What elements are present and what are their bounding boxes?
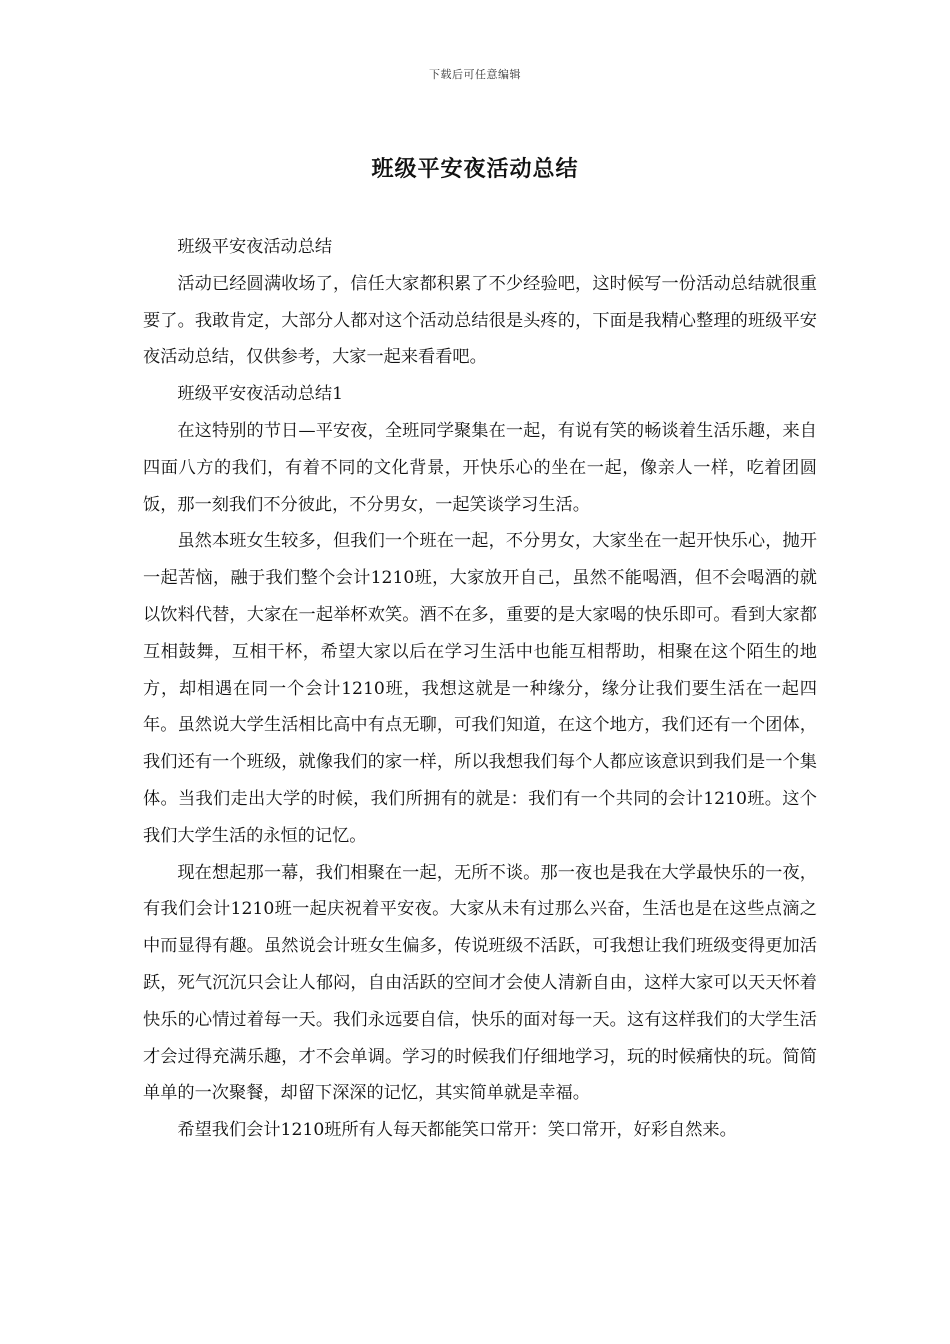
paragraph: 希望我们会计1210班所有人每天都能笑口常开：笑口常开，好彩自然来。 xyxy=(177,1120,737,1141)
header-note: 下载后可任意编辑 xyxy=(429,68,521,81)
paragraph: 在这特别的节日—平安夜，全班同学聚集在一起，有说有笑的畅谈着生活乐趣，来自四面八方的我们，有着不同的文化背景，开快乐心的坐在一起，像亲人一样，吃着团圆饭，那一刻我们不分彼此，不分男女，一起笑谈学习生活。 xyxy=(143,420,817,515)
document-body xyxy=(143,229,817,1149)
document-title: 班级平安夜活动总结 xyxy=(371,156,579,182)
paragraph-intro: 活动已经圆满收场了，信任大家都积累了不少经验吧，这时候写一份活动总结就很重要了。我敢肯定，大部分人都对这个活动总结很是头疼的，下面是我精心整理的班级平安夜活动总结，仅供参考，大家一起来看看吧。 xyxy=(143,273,817,368)
section-heading: 班级平安夜活动总结1 xyxy=(177,384,344,405)
paragraph: 现在想起那一幕，我们相聚在一起，无所不谈。那一夜也是我在大学最快乐的一夜，有我们会计1210班一起庆祝着平安夜。大家从未有过那么兴奋，生活也是在这些点滴之中而显得有趣。虽然说会计班女生偏多，传说班级不活跃，可我想让我们班级变得更加活跃，死气沉沉只会让人郁闷，自由活跃的空间才会使人清新自由，这样大家可以天天怀着快乐的心情过着每一天。我们永远要自信，快乐的面对每一天。这有这样我们的大学生活才会过得充满乐趣，才不会单调。学习的时候我们仔细地学习，玩的时候痛快的玩。简简单单的一次聚餐，却留下深深的记忆，其实简单就是幸福。 xyxy=(143,862,817,1104)
paragraph: 虽然本班女生较多，但我们一个班在一起，不分男女，大家坐在一起开快乐心，抛开一起苦恼，融于我们整个会计1210班，大家放开自己，虽然不能喝酒，但不会喝酒的就以饮料代替，大家在一起举杯欢笑。酒不在多，重要的是大家喝的快乐即可。看到大家都互相鼓舞，互相干杯，希望大家以后在学习生活中也能互相帮助，相聚在这个陌生的地方，却相遇在同一个会计1210班，我想这就是一种缘分，缘分让我们要生活在一起四年。虽然说大学生活相比高中有点无聊，可我们知道，在这个地方，我们还有一个团体，我们还有一个班级，就像我们的家一样，所以我想我们每个人都应该意识到我们是一个集体。当我们走出大学的时候，我们所拥有的就是：我们有一个共同的会计1210班。这个我们大学生活的永恒的记忆。 xyxy=(143,531,817,846)
paragraph-subtitle: 班级平安夜活动总结 xyxy=(177,237,333,257)
